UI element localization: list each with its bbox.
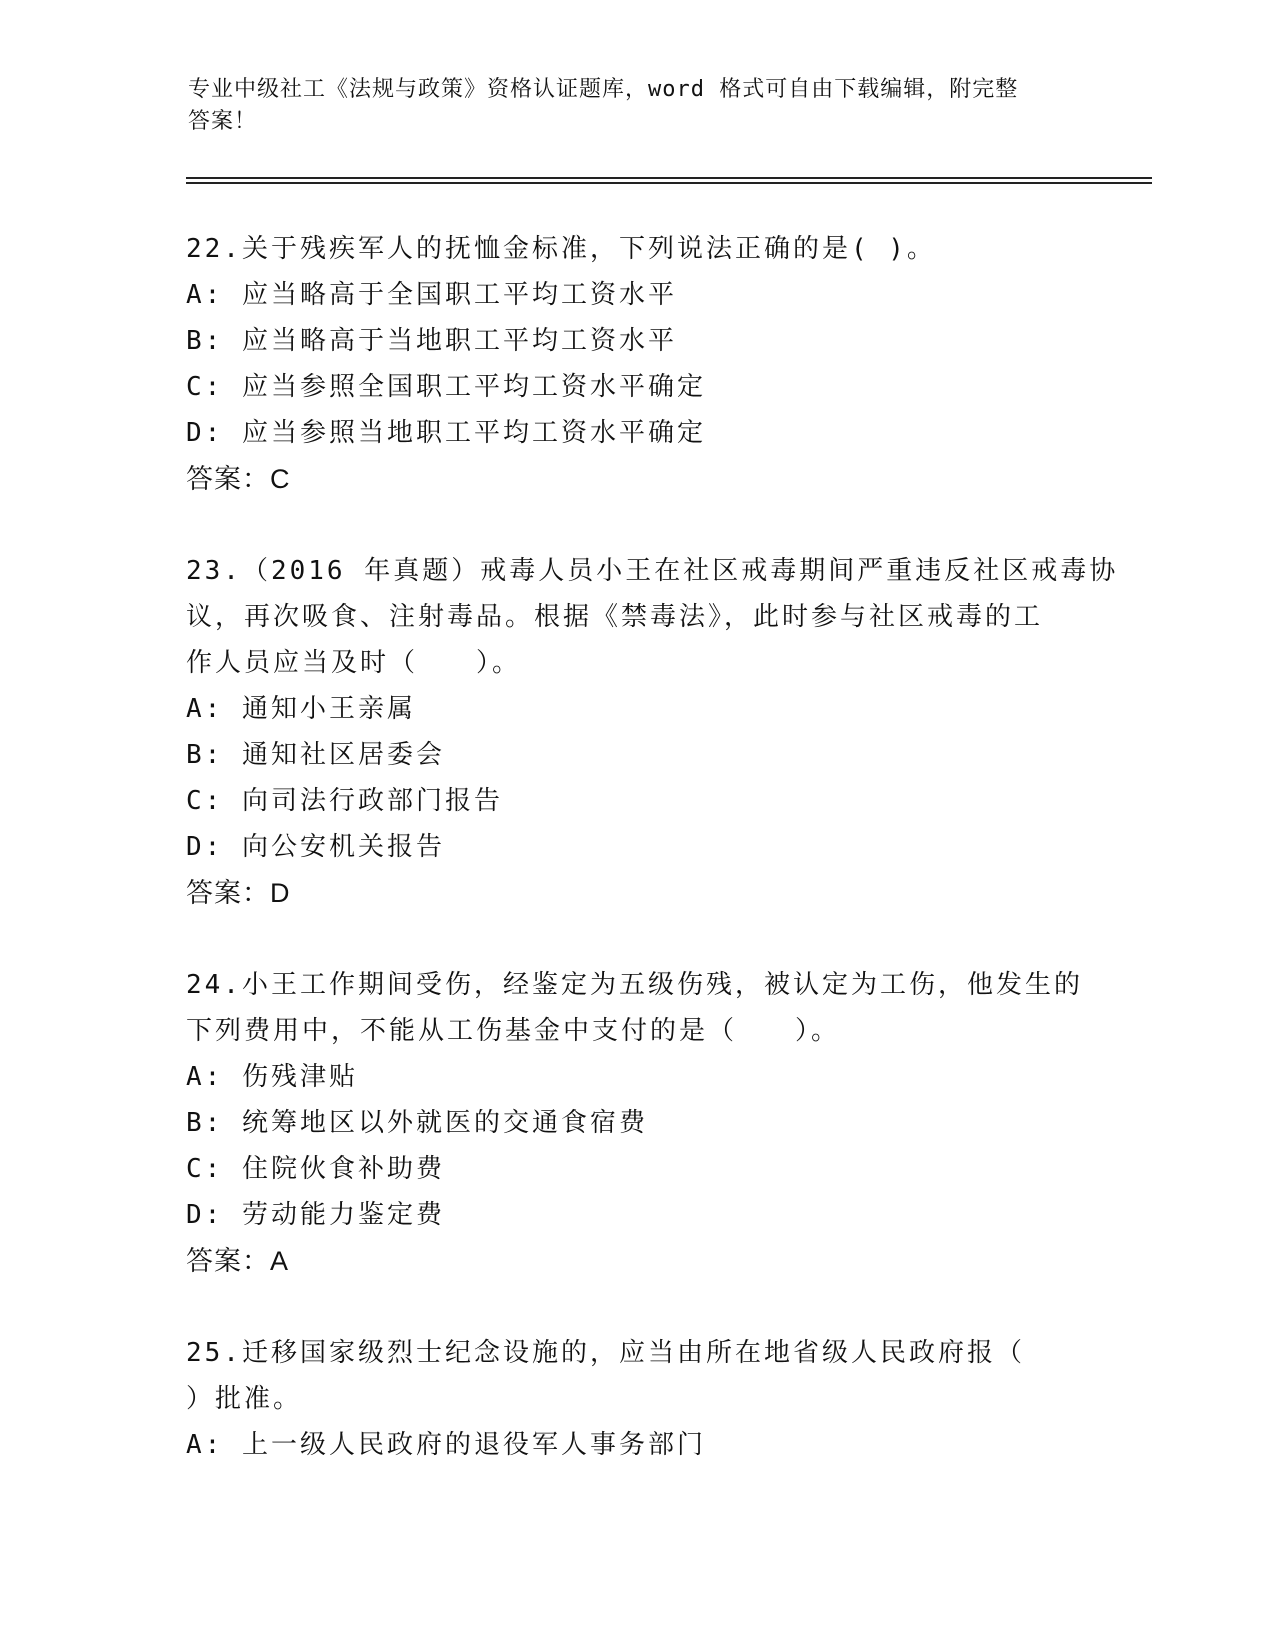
header-divider-top xyxy=(186,177,1152,179)
answer: 答案：D xyxy=(186,878,291,908)
option-a: A: 应当略高于全国职工平均工资水平 xyxy=(186,280,677,310)
option-a: A: 通知小王亲属 xyxy=(186,694,416,724)
question-list xyxy=(186,226,1119,1514)
document-header xyxy=(188,74,1088,138)
question-stem-line-2: 下列费用中，不能从工伤基金中支付的是（ ）。 xyxy=(186,1016,841,1046)
answer: 答案：C xyxy=(186,464,291,494)
question-stem-line-2: ）批准。 xyxy=(186,1384,303,1414)
header-line-1: 专业中级社工《法规与政策》资格认证题库，word 格式可自由下载编辑，附完整 xyxy=(188,77,1019,102)
question-stem-line-1: 25.迁移国家级烈士纪念设施的，应当由所在地省级人民政府报（ xyxy=(186,1338,1025,1368)
option-b: B: 统筹地区以外就医的交通食宿费 xyxy=(186,1108,648,1138)
option-d: D: 向公安机关报告 xyxy=(186,832,445,862)
question-25 xyxy=(186,1330,1086,1468)
question-23 xyxy=(186,548,1119,916)
question-stem-line-1: 24.小王工作期间受伤，经鉴定为五级伤残，被认定为工伤，他发生的 xyxy=(186,970,1083,1000)
question-stem-line-2: 议，再次吸食、注射毒品。根据《禁毒法》，此时参与社区戒毒的工 xyxy=(186,602,1044,632)
option-d: D: 应当参照当地职工平均工资水平确定 xyxy=(186,418,706,448)
header-line-2: 答案！ xyxy=(188,109,258,134)
answer: 答案：A xyxy=(186,1246,290,1276)
option-a: A: 伤残津贴 xyxy=(186,1062,358,1092)
option-a: A: 上一级人民政府的退役军人事务部门 xyxy=(186,1430,706,1460)
question-stem: 22.关于残疾军人的抚恤金标准，下列说法正确的是( )。 xyxy=(186,234,936,264)
question-24 xyxy=(186,962,1086,1284)
option-c: C: 应当参照全国职工平均工资水平确定 xyxy=(186,372,706,402)
option-c: C: 向司法行政部门报告 xyxy=(186,786,503,816)
question-stem-line-3: 作人员应当及时（ ）。 xyxy=(186,648,522,678)
question-stem-line-1: 23.（2016 年真题）戒毒人员小王在社区戒毒期间严重违反社区戒毒协 xyxy=(186,556,1119,586)
option-d: D: 劳动能力鉴定费 xyxy=(186,1200,445,1230)
option-b: B: 应当略高于当地职工平均工资水平 xyxy=(186,326,677,356)
option-c: C: 住院伙食补助费 xyxy=(186,1154,445,1184)
option-b: B: 通知社区居委会 xyxy=(186,740,445,770)
header-divider-bottom xyxy=(186,182,1152,184)
question-22 xyxy=(186,226,1086,502)
